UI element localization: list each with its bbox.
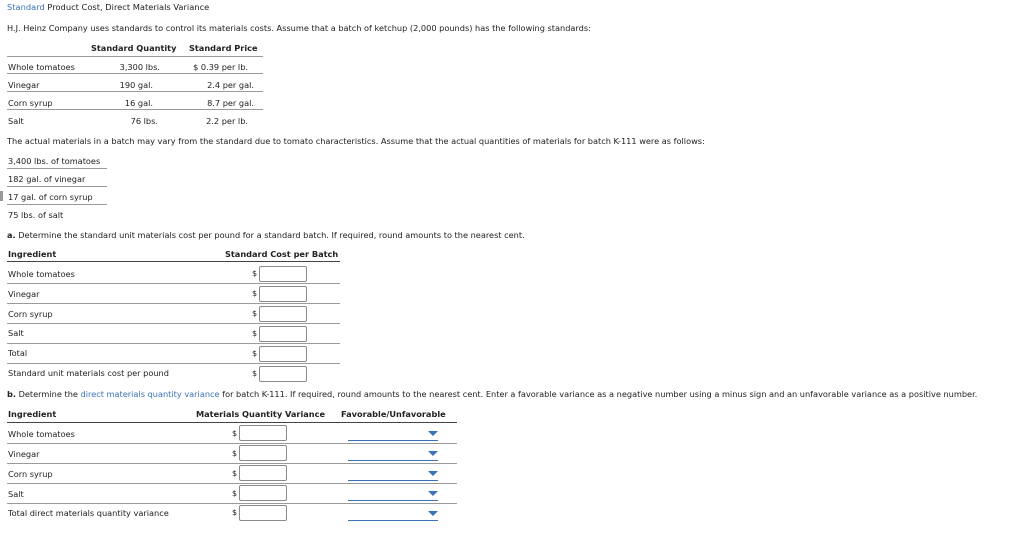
intro-text: H.J. Heinz Company uses standards to control its materials costs. Assume that a batch of ketchup (2,000 pounds) has the following standards: <box>7 23 591 33</box>
std-row-rule <box>7 73 263 74</box>
std-row-qty: 76 lbs. <box>130 116 158 126</box>
part-b-row-label: Corn syrup <box>8 469 53 479</box>
actual-rule <box>7 204 107 205</box>
part-a-header-rule <box>7 261 340 262</box>
currency-symbol: $ <box>232 429 238 438</box>
chevron-down-icon <box>428 491 438 496</box>
currency-symbol: $ <box>252 369 258 378</box>
margin-marker <box>0 191 3 201</box>
currency-symbol: $ <box>252 309 258 318</box>
part-a-row-label: Vinegar <box>8 289 40 299</box>
actual-item: 17 gal. of corn syrup <box>8 192 93 202</box>
part-b-instruction <box>7 389 977 399</box>
part-b-row-rule <box>7 503 457 504</box>
std-table-rule <box>7 56 263 57</box>
qty-variance-vinegar-input[interactable] <box>239 445 287 461</box>
part-b-text-before: Determine the <box>15 389 81 399</box>
part-b-ingredient-header: Ingredient <box>8 409 57 419</box>
std-qty-header: Standard Quantity <box>91 43 177 53</box>
actual-item: 182 gal. of vinegar <box>8 174 86 184</box>
fav-unfav-total-select[interactable] <box>348 508 438 521</box>
title-text: Product Cost, Direct Materials Variance <box>44 2 210 12</box>
std-row-price: $ 0.39 per lb. <box>193 62 248 72</box>
chevron-down-icon <box>428 471 438 476</box>
part-a-instruction <box>7 230 525 240</box>
actual-intro-text: The actual materials in a batch may vary from the standard due to tomato characteristics. Assume that the actual quantities of materials for batch K-111 were as follows: <box>7 136 705 146</box>
title-standard-link[interactable]: Standard <box>7 2 45 12</box>
std-row-price: 8.7 per gal. <box>207 98 254 108</box>
std-cost-total-input[interactable] <box>259 346 307 362</box>
std-row-qty: 190 gal. <box>119 80 153 90</box>
std-cost-vinegar-input[interactable] <box>259 286 307 302</box>
part-b-row-label: Whole tomatoes <box>8 429 75 439</box>
part-b-row-label: Total direct materials quantity variance <box>8 508 169 518</box>
std-row-qty: 3,300 lbs. <box>119 62 160 72</box>
std-row-qty: 16 gal. <box>124 98 153 108</box>
currency-symbol: $ <box>252 289 258 298</box>
part-a-row-rule <box>7 323 340 324</box>
std-cost-whole-tomatoes-input[interactable] <box>259 266 307 282</box>
fav-unfav-vinegar-select[interactable] <box>348 448 438 461</box>
part-a-row-label: Total <box>8 348 28 358</box>
std-row-price: 2.2 per lb. <box>206 116 248 126</box>
part-b-row-rule <box>7 483 457 484</box>
part-a-row-label: Salt <box>8 328 24 338</box>
part-b-fav-header: Favorable/Unfavorable <box>341 409 446 419</box>
page-title <box>7 2 209 12</box>
std-unit-cost-per-pound-input[interactable] <box>259 366 307 382</box>
part-b-row-label: Salt <box>8 489 24 499</box>
part-b-header-rule <box>7 422 457 423</box>
currency-symbol: $ <box>252 349 258 358</box>
std-row-rule <box>7 91 263 92</box>
std-cost-salt-input[interactable] <box>259 326 307 342</box>
std-cost-corn-syrup-input[interactable] <box>259 306 307 322</box>
part-b-text-after: for batch K-111. If required, round amounts to the nearest cent. Enter a favorable variance as a negative number using a minus sign and an unfavorable variance as a positive number. <box>219 389 978 399</box>
fav-unfav-corn-syrup-select[interactable] <box>348 468 438 481</box>
qty-variance-total-input[interactable] <box>239 505 287 521</box>
qty-variance-whole-tomatoes-input[interactable] <box>239 425 287 441</box>
actual-item: 3,400 lbs. of tomatoes <box>8 156 101 166</box>
part-b-variance-header: Materials Quantity Variance <box>196 409 326 419</box>
actual-rule <box>7 168 107 169</box>
qty-variance-salt-input[interactable] <box>239 485 287 501</box>
actual-item: 75 lbs. of salt <box>8 210 64 220</box>
chevron-down-icon <box>428 431 438 436</box>
std-row-rule <box>7 109 263 110</box>
part-b-row-rule <box>7 443 457 444</box>
part-b-label: b. <box>7 389 16 399</box>
actual-rule <box>7 186 107 187</box>
std-row-name: Vinegar <box>8 80 40 90</box>
chevron-down-icon <box>428 511 438 516</box>
std-price-header: Standard Price <box>189 43 258 53</box>
part-a-row-rule <box>7 343 340 344</box>
part-a-row-label: Corn syrup <box>8 309 53 319</box>
std-row-name: Whole tomatoes <box>8 62 75 72</box>
std-row-name: Salt <box>8 116 24 126</box>
currency-symbol: $ <box>232 469 238 478</box>
currency-symbol: $ <box>252 269 258 278</box>
part-a-row-label: Standard unit materials cost per pound <box>8 368 169 378</box>
currency-symbol: $ <box>252 329 258 338</box>
part-a-row-label: Whole tomatoes <box>8 269 75 279</box>
part-a-ingredient-header: Ingredient <box>8 249 57 259</box>
part-b-row-label: Vinegar <box>8 449 40 459</box>
fav-unfav-salt-select[interactable] <box>348 488 438 501</box>
part-a-label: a. <box>7 230 16 240</box>
part-a-row-rule <box>7 283 340 284</box>
std-row-price: 2.4 per gal. <box>207 80 254 90</box>
qty-variance-corn-syrup-input[interactable] <box>239 465 287 481</box>
part-b-row-rule <box>7 463 457 464</box>
part-a-row-rule <box>7 303 340 304</box>
part-a-row-rule <box>7 363 340 364</box>
direct-materials-quantity-variance-link[interactable]: direct materials quantity variance <box>80 389 220 399</box>
fav-unfav-whole-tomatoes-select[interactable] <box>348 428 438 441</box>
currency-symbol: $ <box>232 489 238 498</box>
part-a-text: Determine the standard unit materials cost per pound for a standard batch. If required, round amounts to the nearest cent. <box>15 230 525 240</box>
currency-symbol: $ <box>232 449 238 458</box>
currency-symbol: $ <box>232 508 238 517</box>
std-row-name: Corn syrup <box>8 98 53 108</box>
part-a-cost-header: Standard Cost per Batch <box>225 249 339 259</box>
chevron-down-icon <box>428 451 438 456</box>
